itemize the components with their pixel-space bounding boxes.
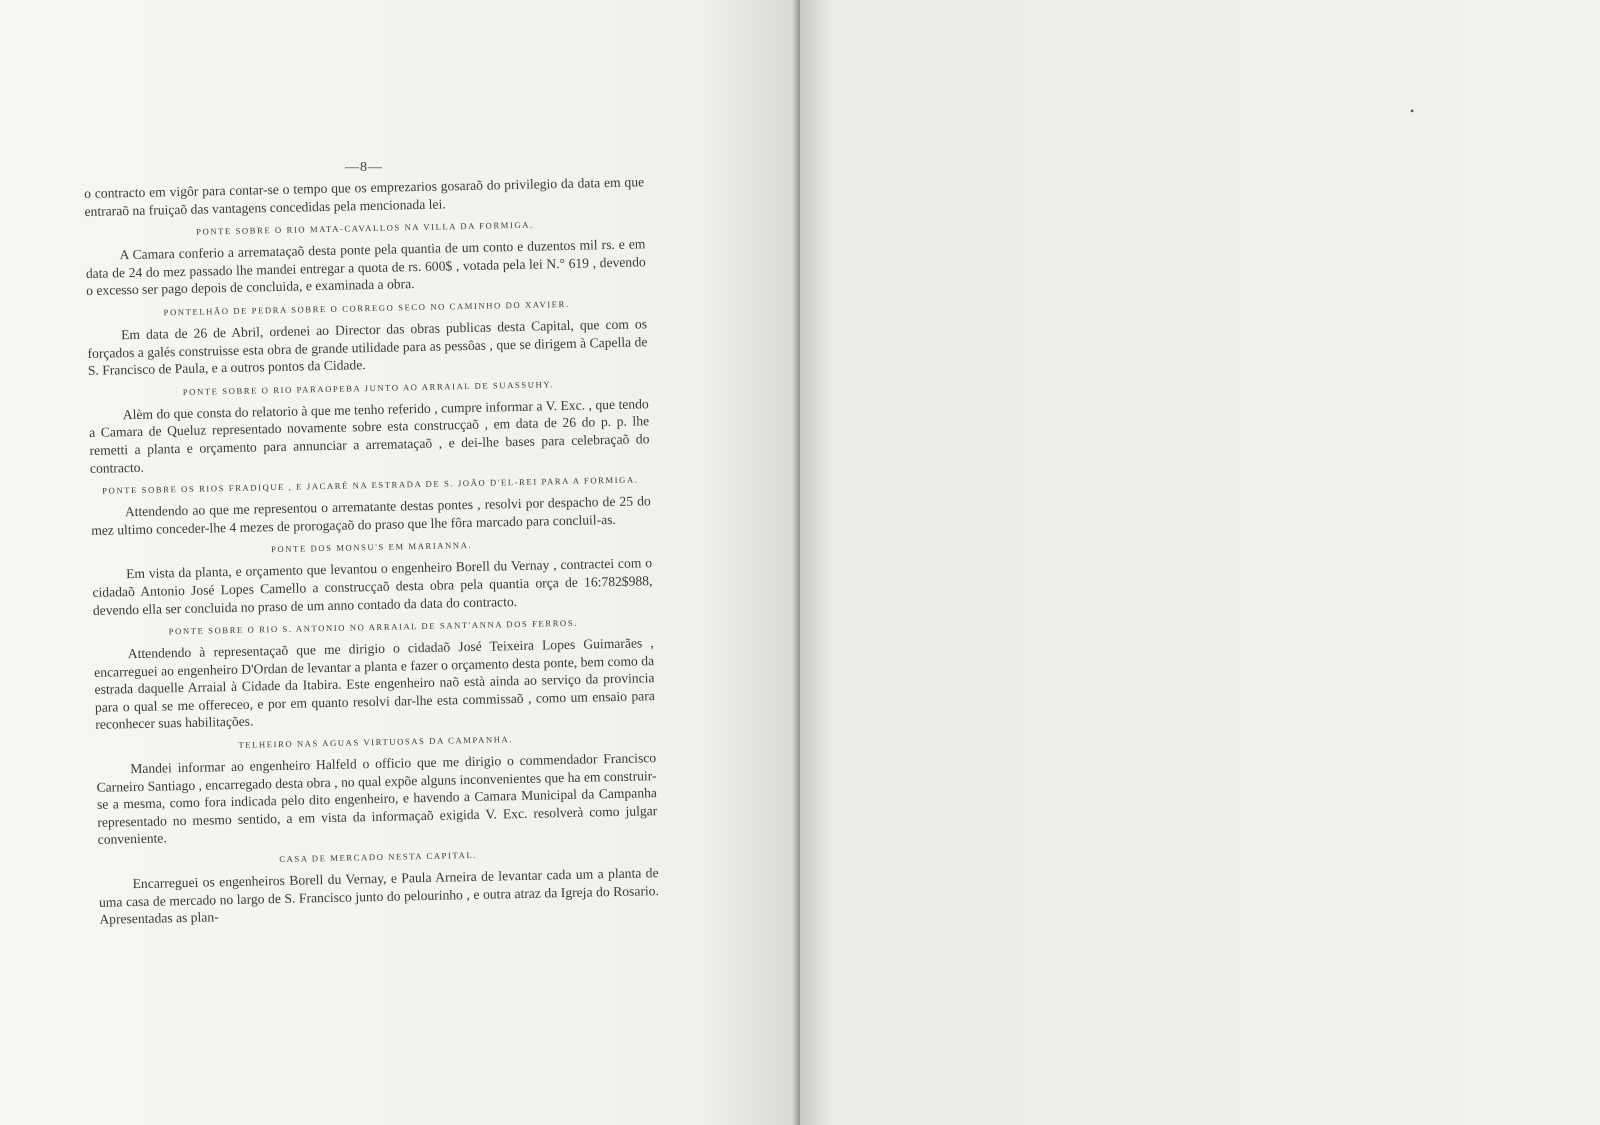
heading-pontelhao-xavier: PONTELHÃO DE PEDRA SOBRE O CORREGO SECO NO CAMINHO DO XAVIER. bbox=[163, 298, 570, 318]
paragraph-ponte-mata-cavallos: A Camara conferio a arremataçaõ desta ponte pela quantia de um conto e duzentos mil rs. e em data de 24 do mez passado lhe mandei entregar a quota de rs. 600$ , votada pela lei N.° 619 , devendo o excesso ser pago depois de concluida, e examinada a obra. bbox=[85, 236, 646, 299]
heading-ponte-monsus: PONTE DOS MONSU'S EM MARIANNA. bbox=[270, 540, 473, 555]
heading-ponte-paraopeba: PONTE SOBRE O RIO PARAOPEBA JUNTO AO ARRAIAL DE SUASSUHY. bbox=[182, 378, 554, 397]
heading-telheiro-campanha: TELHEIRO NAS AGUAS VIRTUOSAS DA CAMPANHA. bbox=[238, 734, 514, 750]
paragraph-casa-mercado: Encarreguei os engenheiros Borell du Vernay, e Paula Arneira de levantar cada um a planta de uma casa de mercado no largo de S. Francisco junto do pelourinho , e outra atraz da Igreja do Rosario. Apresentadas as plan- bbox=[98, 865, 660, 928]
heading-ponte-santo-antonio: PONTE SOBRE O RIO S. ANTONIO NO ARRAIAL DE SANT'ANNA DOS FERROS. bbox=[168, 617, 579, 637]
heading-casa-mercado: CASA DE MERCADO NESTA CAPITAL. bbox=[279, 849, 478, 865]
paragraph-ponte-santo-antonio: Attendendo à representaçaõ que me dirigio o cidadaõ José Teixeira Lopes Guimarães , encarreguei ao engenheiro D'Ordan de levantar a planta e fazer o orçamento desta ponte, bem como da estrada daquelle Arraial à Cidade da Itabira. Este engenheiro naõ està ainda ao serviço da provincia para o qual se me offereceo, e por em quanto resolvi dar-lhe esta commissaõ , como um ensaio para reconhecer suas habilitações. bbox=[94, 635, 655, 733]
paragraph-ponte-monsus: Em vista da planta, e orçamento que levantou o engenheiro Borell du Vernay , contractei com o cidadaõ Antonio José Lopes Camello a construcçaõ desta obra pela quantia orça de 16:782$988, devendo ella ser concluida no praso de um anno contado da data do contracto. bbox=[92, 555, 653, 618]
heading-ponte-fradique-jacare: PONTE SOBRE OS RIOS FRADIQUE , E JACARÉ NA ESTRADA DE S. JOÃO D'EL-REI PARA A FORMIGA. bbox=[102, 474, 639, 496]
heading-ponte-mata-cavallos: PONTE SOBRE O RIO MATA-CAVALLOS NA VILLA DA FORMIGA. bbox=[196, 219, 534, 237]
right-page bbox=[800, 0, 1600, 1125]
paragraph-pontelhao-xavier: Em data de 26 de Abril, ordenei ao Director das obras publicas desta Capital, que com os forçados a galés construisse esta obra de grande utilidade para as pessôas , que se dirigem à Capella de S. Francisco de Paula, e a outros pontos da Cidade. bbox=[87, 316, 648, 379]
paragraph-telheiro-campanha: Mandei informar ao engenheiro Halfeld o officio que me dirigio o commendador Francisco Carneiro Santiago , encarregado desta obra , no qual expõe alguns inconvenientes que ha em construir-se a mesma, como fora indicada pelo dito engenheiro, e havendo a Camara Municipal da Campanha representado no mesmo sentido, a em vista da informaçaõ exigida V. Exc. resolverà como julgar conveniente. bbox=[96, 750, 658, 848]
paragraph-ponte-paraopeba: Alèm do que consta do relatorio à que me tenho referido , cumpre informar a V. Exc. , que tendo a Camara de Queluz representado novamente sobre esta construcçaõ , em data de 26 do p. p. lhe remetti a planta e orçamento para annunciar a arremataçaõ , e dei-lhe bases para celebraçaõ do contracto. bbox=[89, 395, 650, 476]
page-blemish: • bbox=[1410, 104, 1415, 118]
left-page-number: —8— bbox=[345, 160, 383, 175]
left-opening-paragraph: o contracto em vigôr para contar-se o tempo que os emprezarios gosaraõ do privilegio da data em que entraraõ na fruiçaõ das vantagens concedidas pela mencionada lei. bbox=[84, 174, 645, 219]
paragraph-ponte-fradique-jacare: Attendendo ao que me representou o arrematante destas pontes , resolvi por despacho de 25 do mez ultimo conceder-lhe 4 mezes de prorogaçaõ do praso que lhe fôra marcado para concluil-as. bbox=[91, 493, 651, 538]
left-text-column bbox=[84, 173, 659, 928]
